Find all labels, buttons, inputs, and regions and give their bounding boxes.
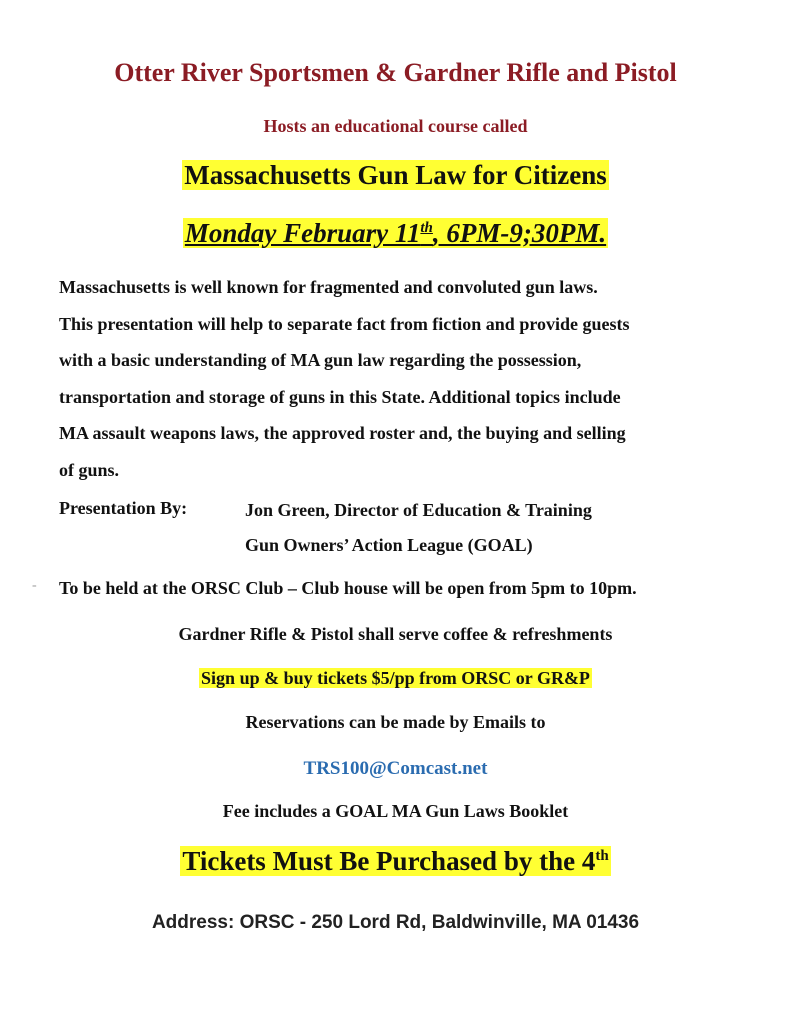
event-address: Address: ORSC - 250 Lord Rd, Baldwinville, MA 01436: [151, 912, 640, 933]
presenter-name: Jon Green, Director of Education & Training: [245, 500, 592, 520]
description-line: with a basic understanding of MA gun law regarding the possession,: [59, 350, 582, 370]
flyer-title: Otter River Sportsmen & Gardner Rifle and Pistol: [114, 58, 677, 87]
description-line: Massachusetts is well known for fragmented and convoluted gun laws.: [59, 277, 598, 297]
margin-mark: -: [32, 578, 37, 593]
ticket-deadline: [180, 846, 610, 876]
course-name: Massachusetts Gun Law for Citizens: [184, 160, 607, 190]
fee-text: Fee includes a GOAL MA Gun Laws Booklet: [222, 801, 569, 821]
flyer-subtitle: Hosts an educational course called: [263, 116, 528, 136]
contact-email-link[interactable]: TRS100@Comcast.net: [303, 758, 488, 779]
presenter-label: Presentation By:: [59, 498, 188, 518]
reservations-text: Reservations can be made by Emails to: [245, 712, 546, 732]
ticket-deadline-line: [0, 846, 791, 877]
presenter-organization: Gun Owners’ Action League (GOAL): [245, 535, 533, 555]
course-date-sup: th: [420, 220, 433, 236]
description-line: of guns.: [59, 459, 120, 480]
course-date-prefix: Monday February 11: [184, 218, 421, 248]
signup-text: Sign up & buy tickets $5/pp from ORSC or GR&P: [201, 668, 590, 688]
signup-line: [0, 668, 791, 689]
course-description: [59, 269, 759, 488]
ticket-deadline-text: Tickets Must Be Purchased by the 4: [182, 846, 596, 876]
venue-text: To be held at the ORSC Club – Club house will be open from 5pm to 10pm.: [59, 578, 637, 598]
ticket-deadline-sup: th: [595, 848, 609, 864]
description-line: MA assault weapons laws, the approved roster and, the buying and selling: [59, 423, 626, 443]
course-date-line: [0, 218, 791, 249]
refreshments-text: Gardner Rifle & Pistol shall serve coffee & refreshments: [178, 624, 613, 644]
description-line: This presentation will help to separate fact from fiction and provide guests: [59, 313, 630, 334]
course-date: [183, 218, 608, 248]
description-line: transportation and storage of guns in this State. Additional topics include: [59, 386, 621, 407]
course-name-line: [0, 160, 791, 191]
course-date-rest: , 6PM-9;30PM.: [432, 218, 607, 248]
